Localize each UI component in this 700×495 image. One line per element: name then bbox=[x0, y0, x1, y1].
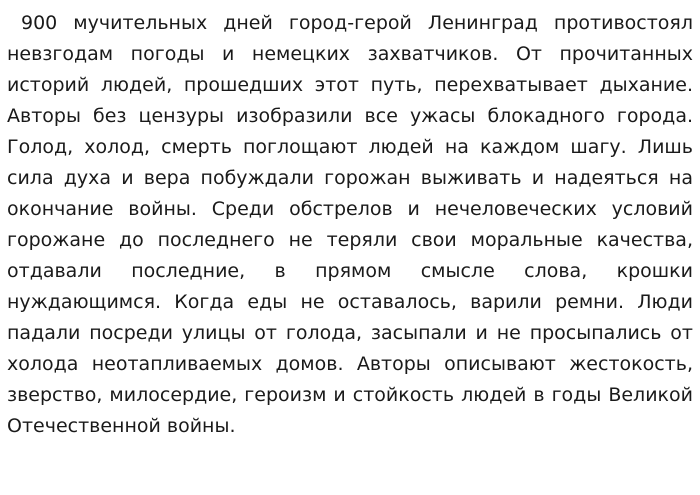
text-paragraph: 900 мучительных дней город-герой Ленинград противостоял невзгодам погоды и немецких захватчиков. От прочитанных историй людей, прошедших этот путь, перехватывает дыхание. Авторы без цензуры изобразили все ужасы блокадного города. Голод, холод, смерть поглощают людей на каждом шагу. Лишь сила духа и вера побуждали горожан выживать и надеяться на окончание войны. Среди обстрелов и нечеловеческих условий горожане до последнего не теряли свои моральные качества, отдавали последние, в прямом смысле слова, крошки нуждающимся. Когда еды не оставалось, варили ремни. Люди падали посреди улицы от голода, засыпали и не просыпались от холода неотапливаемых домов. Авторы описывают жестокость, зверство, милосердие, героизм и стойкость людей в годы Великой Отечественной войны. bbox=[7, 12, 693, 437]
document-body bbox=[7, 8, 693, 442]
